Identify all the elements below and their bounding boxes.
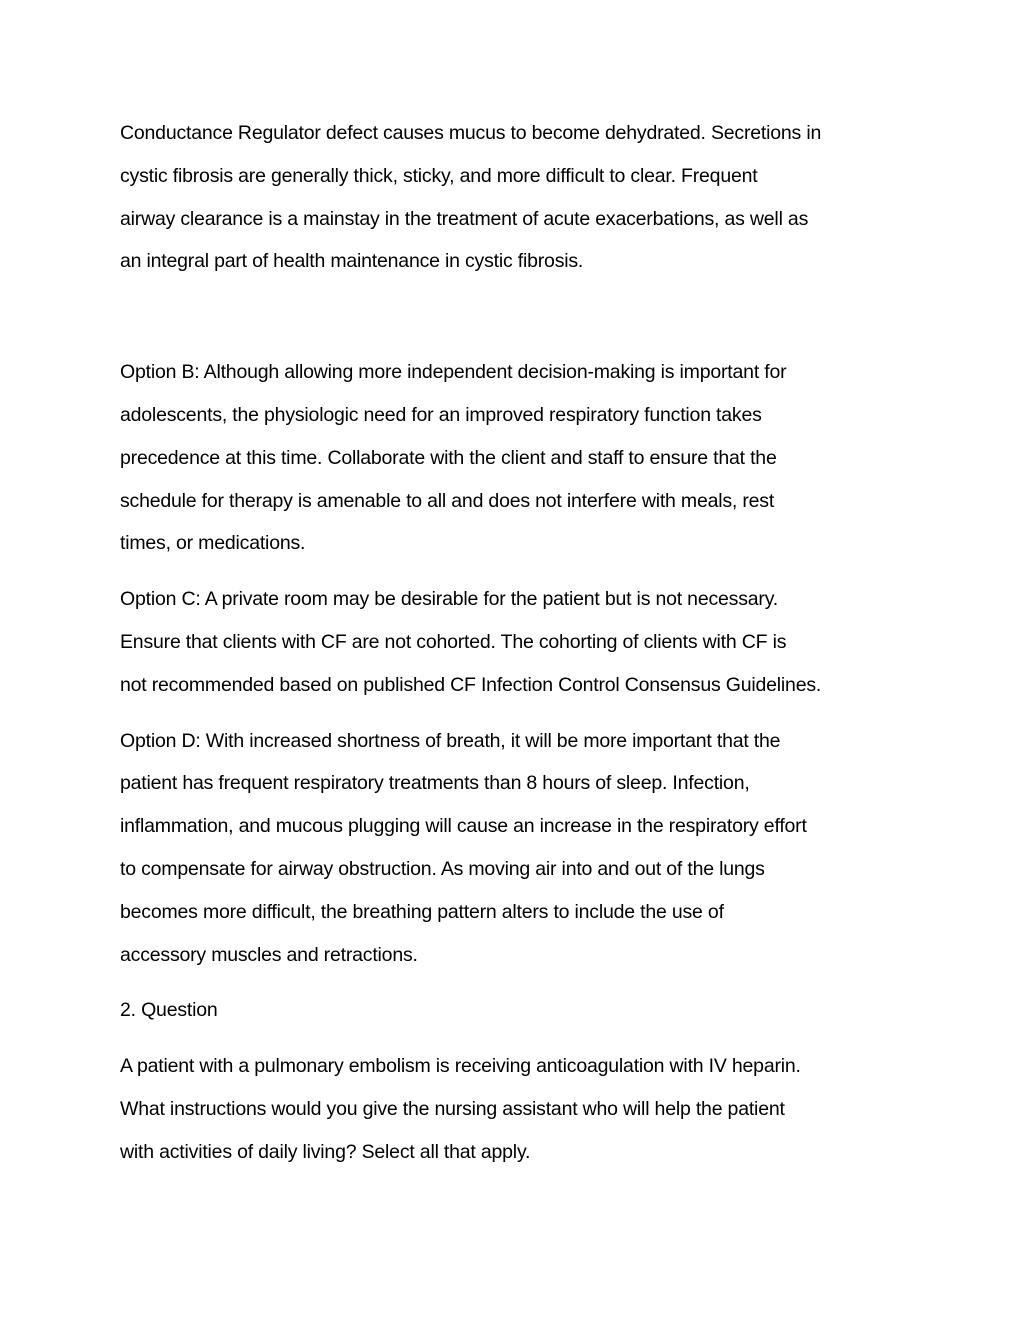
text-line: adolescents, the physiologic need for an improved respiratory function takes: [120, 403, 762, 426]
text-line: What instructions would you give the nursing assistant who will help the patient: [120, 1097, 785, 1120]
text-line: to compensate for airway obstruction. As moving air into and out of the lungs: [120, 857, 765, 880]
text-line: cystic fibrosis are generally thick, sticky, and more difficult to clear. Frequent: [120, 164, 758, 187]
intro-paragraph: [120, 112, 910, 283]
text-line: patient has frequent respiratory treatments than 8 hours of sleep. Infection,: [120, 772, 750, 795]
text-line: Option B: Although allowing more independent decision-making is important for: [120, 361, 787, 384]
text-line: 2. Question: [120, 999, 218, 1022]
document-page: [120, 112, 910, 1187]
text-line: accessory muscles and retractions.: [120, 943, 418, 966]
text-line: Ensure that clients with CF are not cohorted. The cohorting of clients with CF is: [120, 630, 787, 653]
question-text-paragraph: [120, 1045, 910, 1173]
text-line: with activities of daily living? Select all that apply.: [120, 1140, 531, 1163]
option-b-paragraph: [120, 351, 910, 565]
text-line: becomes more difficult, the breathing pattern alters to include the use of: [120, 900, 724, 923]
text-line: airway clearance is a mainstay in the treatment of acute exacerbations, as well as: [120, 207, 809, 230]
question-heading: [120, 989, 910, 1032]
text-line: not recommended based on published CF Infection Control Consensus Guidelines.: [120, 673, 822, 696]
option-d-paragraph: [120, 720, 910, 977]
text-line: precedence at this time. Collaborate with the client and staff to ensure that the: [120, 446, 777, 469]
text-line: an integral part of health maintenance in cystic fibrosis.: [120, 250, 584, 273]
text-line: inflammation, and mucous plugging will cause an increase in the respiratory effort: [120, 815, 807, 838]
text-line: Option D: With increased shortness of breath, it will be more important that the: [120, 729, 781, 752]
text-line: Conductance Regulator defect causes mucus to become dehydrated. Secretions in: [120, 122, 822, 144]
text-line: Option C: A private room may be desirable for the patient but is not necessary.: [120, 588, 779, 611]
text-line: schedule for therapy is amenable to all and does not interfere with meals, rest: [120, 489, 775, 512]
text-line: times, or medications.: [120, 532, 306, 555]
option-c-paragraph: [120, 578, 910, 706]
text-line: A patient with a pulmonary embolism is receiving anticoagulation with IV heparin.: [120, 1055, 801, 1078]
